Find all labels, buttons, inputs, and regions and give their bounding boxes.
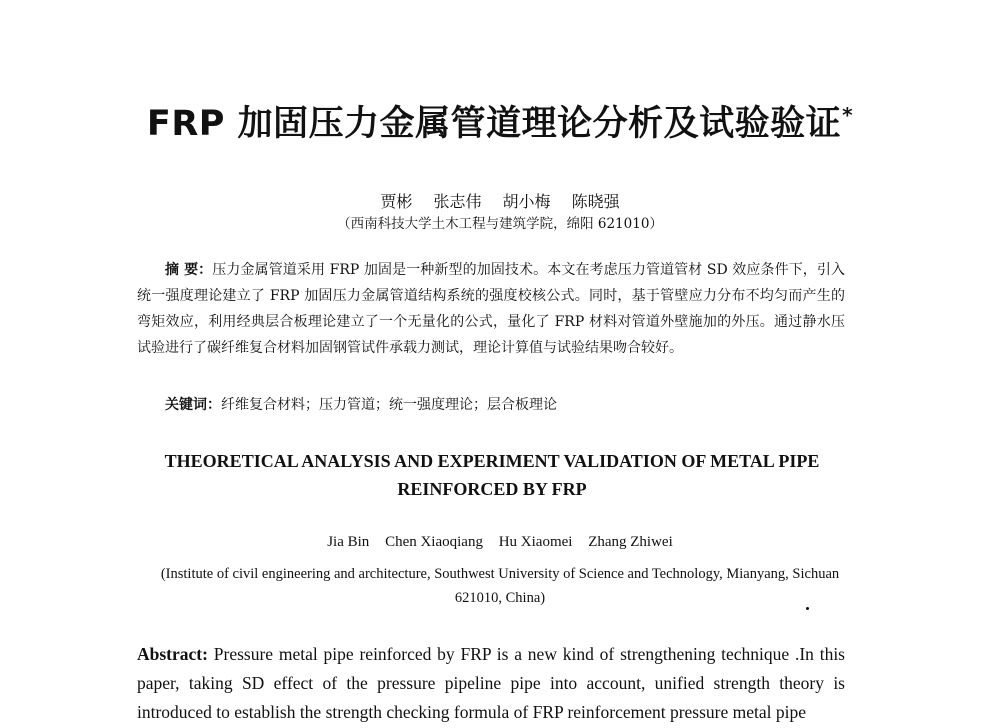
author-cn: 贾彬: [380, 192, 413, 211]
author-en: Chen Xiaoqiang: [385, 534, 483, 550]
abstract-cn: [137, 257, 845, 361]
keywords-cn-label: 关键词：: [165, 397, 221, 413]
abstract-cn-label: 摘 要：: [165, 262, 213, 278]
abstract-en-text: Pressure metal pipe reinforced by FRP is a new kind of strengthening technique .In this paper, taking SD effect of the pressure pipeline pipe into account, unified strength theory is introduced to establish the strength checking formula of FRP reinforcement pressure metal pipe: [137, 644, 845, 722]
abstract-en-label: Abstract:: [137, 644, 208, 664]
author-cn: 张志伟: [433, 192, 482, 211]
title-footnote-star: *: [842, 103, 854, 128]
author-cn: 陈晓强: [571, 192, 620, 211]
author-en: Zhang Zhiwei: [588, 534, 673, 550]
affiliation-cn: （西南科技大学土木工程与建筑学院，绵阳 621010）: [337, 216, 663, 232]
authors-cn: [0, 189, 1000, 212]
author-en: Hu Xiaomei: [498, 534, 573, 550]
stray-dot: [806, 607, 809, 610]
author-en: Jia Bin: [327, 534, 370, 550]
keywords-cn-text: 纤维复合材料；压力管道；统一强度理论；层合板理论: [221, 397, 557, 413]
affiliation-en: (Institute of civil engineering and architecture, Southwest University of Science and Technology, Mianyang, Sichuan 621010, China): [160, 566, 840, 606]
author-cn: 胡小梅: [502, 192, 551, 211]
keywords-cn: [165, 394, 557, 414]
paper-title-cn: [0, 96, 1000, 146]
abstract-cn-text: 压力金属管道采用 FRP 加固是一种新型的加固技术。本文在考虑压力管道管材 SD 效应条件下，引入统一强度理论建立了 FRP 加固压力金属管道结构系统的强度校核公式。同时，基于管壁应力分布不均匀而产生的弯矩效应，利用经典层合板理论建立了一个无量化的公式，量化了 FRP 材料对管道外壁施加的外压。通过静水压试验进行了碳纤维复合材料加固钢管试件承载力测试，理论计算值与试验结果吻合较好。: [137, 262, 846, 356]
paper-title-en: THEORETICAL ANALYSIS AND EXPERIMENT VALIDATION OF METAL PIPE REINFORCED BY FRP: [164, 451, 820, 499]
paper-title-cn-text: FRP 加固压力金属管道理论分析及试验验证: [146, 104, 842, 144]
abstract-en: [137, 640, 845, 727]
authors-en: [0, 534, 1000, 551]
